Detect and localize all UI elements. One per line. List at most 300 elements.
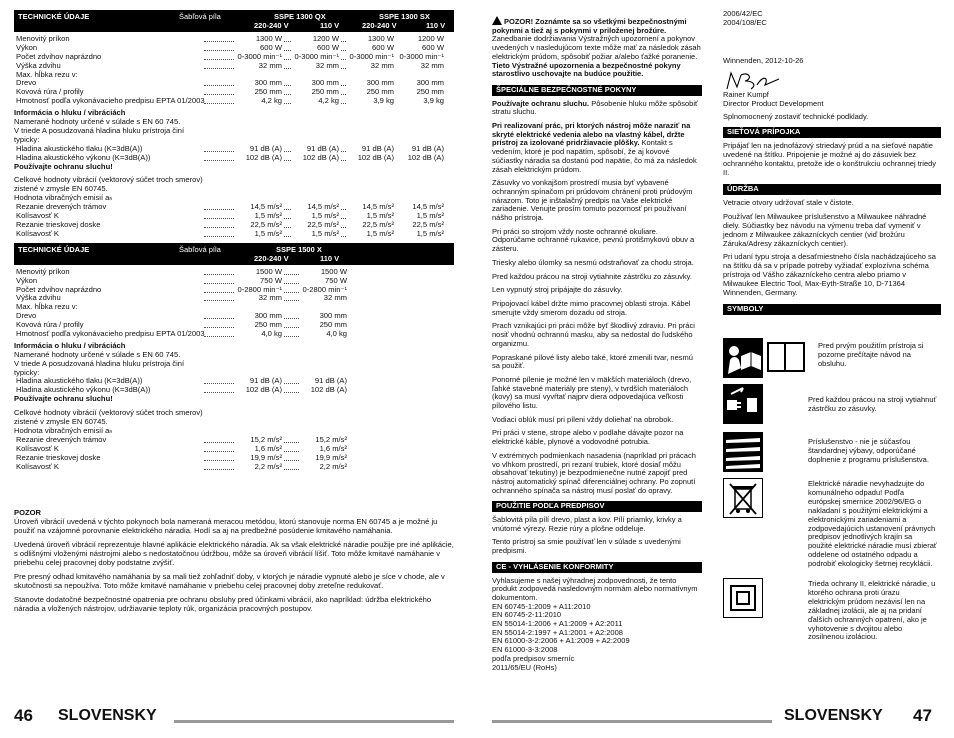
signer-role: Director Product Development [723,98,824,108]
spec-value: 300 mm [366,78,394,88]
spec-value: 1,5 m/s² [311,228,339,238]
leader-dots [341,160,346,161]
safety-item: Pripojovací kábel držte mimo pracovnej oblasti stroja. Kábel smerujte vždy smerom dozadu od stroja. [492,298,691,317]
spec-value: 15,2 m/s² [315,434,347,444]
spec-value: 1200 W [312,34,339,43]
safety-item: Triesky alebo úlomky sa nesmú odstraňovať za chodu stroja. [492,257,694,267]
signature [723,69,783,91]
spec-value: 1,5 m/s² [366,228,394,238]
spec-row [14,62,454,71]
spec-label: Kovová rúra / profily [16,87,84,97]
warning-keep: Tieto Výstražné upozornenia a bezpečnostné pokyny starostlivo uschovajte na budúce použitie. [492,60,681,79]
spec-value: 1500 W [320,266,347,276]
pozor-paragraph: Stanovte dodatočné bezpečnostné opatrenia pre ochranu obsluhy pred účinkami vibrácií, ako napríklad: údržba elektrického náradia a vložených nástrojov, udržiavanie teploty rúk, organizácia pracovných postupov. [14,594,432,613]
right-column [723,10,941,319]
noise-title: Informácia o hluku / vibráciách [14,108,126,118]
spec-label: Hmotnosť podľa vykonávacieho predpisu EPTA 01/2003 [16,328,205,338]
symbol-read-manual [723,338,941,382]
voltage-3: 220-240 V [362,21,397,30]
leader-dots [204,336,234,337]
spec-value: 1300 W [255,34,282,43]
vibration-text: Celkové hodnoty vibrácií (vektorový súčet troch smerov) [14,408,203,418]
model-1: SSPE 1300 QX [274,12,326,21]
spec-row [14,286,454,295]
spec-value: 22,5 m/s² [307,219,339,229]
directive: 2006/42/EC [723,9,763,18]
voltage-1: 220-240 V [254,21,289,30]
leader-dots [204,300,234,301]
vibration-text: zistené v zmysle EN 60745. [14,417,108,427]
spec-value: 1,5 m/s² [254,228,282,238]
noise-text: V triede A posudzovaná hladina hluku prístroja činí [14,358,185,368]
spec-value: 19,9 m/s² [315,452,347,462]
voltage-2: 110 V [320,253,340,263]
spec-value: 2,2 m/s² [319,461,347,471]
spec-label: Kolísavosť K [16,211,59,221]
leader-dots [341,94,346,95]
spec-value: 22,5 m/s² [412,219,444,229]
section-power-heading: SIEŤOVÁ PRÍPOJKA [723,127,941,138]
spec-label: Rezanie drevených trámov [16,202,107,212]
spec-row [14,386,454,395]
ce-standard-line: 2011/65/EU (RoHs) [492,662,557,672]
leader-dots [284,392,299,393]
use-item: Šablovitá píla pílí drevo, plast a kov. Pílí priamky, krivky a vnútorné výrezy. Rezie rúry a plošne oddeluje. [492,515,682,533]
ce-standard-line: EN 60745-1:2009 + A11:2010 [492,601,591,611]
read-manual-icon-book [767,342,805,372]
ear-protection-note: Používajte ochranu sluchu! [14,394,113,404]
safety-item: Popraskané pílové listy alebo také, ktoré zmenili tvar, nesmú sa použiť. [492,352,693,371]
spec-value: 600 W [422,42,444,52]
spec-value: 1,5 m/s² [416,228,444,238]
safety-item: Vodiaci oblúk musí pri píleni vždy doliehať na obrobok. [492,414,674,424]
leader-dots [204,151,234,152]
spec-value: 102 dB (A) [357,152,394,162]
spec-label: Kolísavosť K [16,443,59,453]
leader-dots [204,327,234,328]
noise-text: Namerané hodnoty určené v súlade s EN 60 745. [14,349,181,359]
maintenance-item: Vetracie otvory udržovať stale v čistote. [723,197,854,207]
spec-label: Počet zdvihov naprázdno [16,51,102,61]
vibration-text: Hodnota vibračných emisií aₕ [14,425,113,435]
signer-name: Rainer Kumpf [723,89,769,99]
spec-row [14,303,454,312]
spec-label: Hladina akustického tlaku (K=3dB(A)) [16,143,143,153]
leader-dots [341,209,346,210]
spec-value: 32 mm [420,60,444,70]
ce-standard-line: EN 55014-2:1997 + A1:2001 + A2:2008 [492,627,623,637]
spec-value: 4,0 kg [261,328,282,338]
ce-standards [492,603,702,673]
leader-dots [284,94,291,95]
spec-value: 3,9 kg [423,96,444,106]
warning-text: Zanedbanie dodržiavania Výstražných upozornení a pokynov uvedených v nasledujúcom texte môže mať za následok zásah elektrickým prúdom, spôsobiť požiar a/alebo ťažké poranenie. [492,34,701,61]
spec-label: Rezanie trieskovej doske [16,452,101,462]
safety-item: Pri práci so strojom vždy noste ochranné okuliare. Odporúčame ochranné rukavice, pevnú protišmykovú obuv a zásteru. [492,226,695,254]
spec-value: 300 mm [416,78,444,88]
spec-value: 91 dB (A) [249,376,282,386]
leader-dots [284,283,299,284]
spec-value: 250 mm [319,320,347,330]
spec-value: 250 mm [366,87,394,97]
saw-blades-icon [723,432,763,472]
safety-item: Prach vznikajúci pri práci môže byť škodlivý zdraviu. Pri práci nosiť vhodnú ochrannú masku, aby sa nedostal do ľudského organizmu. [492,321,695,348]
leader-dots [284,151,291,152]
ce-text: Vyhlasujeme s našej výhradnej zodpovednosti, že tento produkt zodpovedá nasledovným normám alebo normatívnym dokumentom. [492,575,698,602]
spec-label: Kolísavosť K [16,461,59,471]
spec-value: 250 mm [416,87,444,97]
spec-value: 32 mm [370,60,394,70]
leader-dots [204,218,234,219]
spec-label: Drevo [16,311,37,321]
leader-dots [284,327,299,328]
leader-dots [341,151,346,152]
spec-value: 14,5 m/s² [307,202,339,212]
safety-item: Pri práci v stene, strope alebo v podlahe dávajte pozor na elektrické káble, plynové a vodovodné potrubia. [492,428,684,447]
ce-standard-line: EN 55014-1:2006 + A1:2009 + A2:2011 [492,619,623,629]
symbol-accessory [723,432,941,472]
voltage-4: 110 V [426,21,446,30]
symbol-text: Pred prvým použitím prístroja si pozorne prečítajte návod na obsluhu. [818,341,924,368]
pozor-title: POZOR [14,508,42,518]
power-text: Pripájať len na jednofázový striedavý prúd a na sieťové napätie uvedené na štítku. Pripojenie je možné aj do zásuviek bez ochranného kontaktu, pretože ide o konštrukciu ochrannej triedy II. [723,141,937,178]
voltage-2: 110 V [320,21,340,30]
spec-value: 750 W [260,275,282,285]
leader-dots [284,336,299,337]
leader-dots [284,160,291,161]
class-ii-icon [723,578,763,618]
place-date: Winnenden, 2012-10-26 [723,55,804,65]
spec-value: 2,2 m/s² [254,461,282,471]
symbol-text: Elektrické náradie nevyhadzujte do komunálneho odpadu! Podľa európskej smernice 2002/96/EG o nakladaní s použitými elektrickými a elektronickými zariadeniami a zodpovedajúcich ustanovení právnych predpisov jednotlivých krajín sa použité elektrické náradie musí zbierať oddelene od ostatného odpadu a podrobiť ekologicky šetrnej recyklácii. [808,479,937,569]
spec-value: 1,6 m/s² [254,443,282,453]
spec-label: Počet zdvihov naprázdno [16,284,102,294]
spec-value: 32 mm [315,60,339,70]
left-page [14,10,454,619]
spec-value: 32 mm [258,60,282,70]
leader-dots [204,318,234,319]
ce-standard-line: EN 60745-2-11:2010 [492,610,562,620]
page-number: 47 [913,706,932,725]
spec-value: 19,9 m/s² [250,452,282,462]
ear-protection-note: Používajte ochranu sluchu! [14,161,113,171]
leader-dots [204,59,234,60]
leader-dots [204,41,234,42]
voltage-1: 220-240 V [254,253,289,263]
spec-value: 1200 W [417,34,444,43]
spec-row [14,230,454,239]
leader-dots [341,68,346,69]
tech-table-2-rows [14,268,454,339]
spec-value: 91 dB (A) [249,143,282,153]
leader-dots [204,68,234,69]
leader-dots [204,392,234,393]
spec-row [14,436,454,445]
spec-value: 0-3000 min⁻¹ [349,51,394,61]
spec-value: 3,9 kg [373,96,394,106]
spec-value: 0-2800 min⁻¹ [237,284,282,294]
leader-dots [284,103,291,104]
tech-title: TECHNICKÉ ÚDAJE [18,244,90,254]
spec-value: 102 dB (A) [310,385,347,395]
noise-rows [14,145,454,163]
ce-standard-line: EN 61000-3-3:2008 [492,645,558,655]
spec-row [14,330,454,339]
leader-dots [204,442,234,443]
noise-text: typicky: [14,134,40,144]
leader-dots [204,283,234,284]
spec-value: 32 mm [323,293,347,303]
spec-value: 32 mm [258,293,282,303]
spec-value: 22,5 m/s² [362,219,394,229]
spec-label: Hladina akustického výkonu (K=3dB(A)) [16,152,151,162]
leader-dots [341,236,346,237]
leader-dots [284,50,291,51]
left-footer [14,706,454,728]
noise-text: V triede A posudzovaná hladina hluku prístroja činí [14,125,185,135]
leader-dots [204,160,234,161]
safety-item: Pred každou prácou na stroji vytiahnite zástrčku zo zásuvky. [492,271,692,281]
section-symbols-heading: SYMBOLY [723,304,941,315]
leader-dots [204,50,234,51]
noise-rows [14,377,454,395]
spec-value: 0-3000 min⁻¹ [294,51,339,61]
spec-value: 1,5 m/s² [416,211,444,221]
spec-label: Hladina akustického tlaku (K=3dB(A)) [16,376,143,386]
maintenance-item: Pri udaní typu stroja a desaťmiestneho čísla nachádzajúceho sa na štítku dá sa v prípade potreby vyžiadať explozívna schéma prístroja od Vášho zákazníckeho centra alebo priamo v Milwaukee Electric Tool, Max-Eyth-Straße 10, D-71364 Winnenden, Germany. [723,252,936,298]
symbol-weee [723,478,941,570]
warning-triangle-icon [492,16,502,25]
spec-value: 600 W [372,42,394,52]
symbol-text: Trieda ochrany II, elektrické náradie, u ktorého ochrana proti úrazu elektrickým prúdom nezávisí len na základnej izolácii, ale aj na pridaní ďalších ochranných opatrení, ako je vyhotovenie s dvojitou alebo zosilnenou izoláciou. [808,579,936,642]
leader-dots [284,68,291,69]
read-manual-icon [723,338,763,378]
spec-label: Kolísavosť K [16,228,59,238]
section-ce-heading: CE - VYHLÁSENIE KONFORMITY [492,562,702,573]
section-maintenance-heading: ÚDRŽBA [723,184,941,195]
spec-value: 300 mm [319,311,347,321]
leader-dots [284,318,299,319]
spec-value: 300 mm [254,311,282,321]
leader-dots [284,209,291,210]
vibration-rows [14,436,454,472]
safety-item: V extrémnych podmienkach nasadenia (napríklad pri prácach vo vlhkom prostredí, pri rezaní trubiek, ktoré dosiaľ môžu obsahovať tekutiny) je bezpodmienečne nutné zapojiť pred nástroj automatický spínač diferenciálnej ochrany. Po zopnutí ochranného spínača sa nástroj musí poslať do opravy. [492,450,696,495]
spec-value: 750 W [325,275,347,285]
spec-row [14,154,454,163]
directive: 2004/108/EC [723,17,767,27]
leader-dots [341,103,346,104]
safety-item: Zásuvky vo vonkajšom prostredí musia byť vybavené ochranným spínačom pri prúdovom chránení proti prúdovým nárazom. Toto je inštalačný predpis na Vaše elektrické zariadenie. Venujte prosím tomuto pozornosť pri používaní nášho prístroja. [492,178,693,223]
spec-label: Menovitý príkon [16,34,70,43]
spec-value: 14,5 m/s² [250,202,282,212]
section-safety-heading: ŠPECIÁLNE BEZPEČNOSTNÉ POKYNY [492,85,702,96]
leader-dots [341,218,346,219]
spec-label: Rezanie drevených trámov [16,434,107,444]
unplug-icon [723,384,763,424]
spec-value: 0-3000 min⁻¹ [237,51,282,61]
noise-text: typicky: [14,367,40,377]
leader-dots [204,103,234,104]
safety-item: Ponorné pílenie je možné len v mäkších materiáloch (drevo, ľahké stavebné materiály pre steny), v tvrdších materiáloch (kovy) sa musí vyvŕtať najprv diera odpovedajúca veľkosti pílového listu. [492,374,692,411]
spec-value: 250 mm [254,320,282,330]
leader-dots [204,451,234,452]
authorized-text: Splnomocnený zostaviť technické podklady. [723,111,869,121]
symbol-text: Pred každou prácou na stroji vytiahnuť zástrčku zo zásuvky. [808,395,937,413]
leader-dots [284,460,299,461]
spec-value: 1,5 m/s² [311,211,339,221]
spec-value: 102 dB (A) [407,152,444,162]
right-footer [492,706,942,728]
general-warning [492,16,702,62]
leader-dots [284,236,291,237]
tech-title: TECHNICKÉ ÚDAJE [18,12,90,21]
leader-dots [204,383,234,384]
pozor-paragraph: Uvedená úroveň vibrácií reprezentuje hlavné aplikácie elektrického náradia. Ak sa však elektrické náradie použije pre iné aplikácie, s odlišnými vloženými nástrojmi alebo s nedostatočnou údržbou, môže sa úroveň vibrácií líšiť. Toto môže kmitavé namáhanie v priebehu celej pracovnej doby podstatne zvýšiť. [14,540,454,567]
spec-value: 102 dB (A) [302,152,339,162]
safety-item: Používajte ochranu sluchu. Pôsobenie hluku môže spôsobiť stratu sluchu. [492,98,698,117]
middle-column [492,10,702,672]
leader-dots [284,442,299,443]
spec-row [14,294,454,303]
noise-text: Namerané hodnoty určené v súlade s EN 60 745. [14,117,181,127]
model-1: SSPE 1500 X [276,244,322,254]
leader-dots [204,469,234,470]
leader-dots [341,41,346,42]
spec-label: Výška zdvihu [16,60,61,70]
maintenance-item: Používať len Milwaukee príslušenstvo a Milwaukee náhradné diely. Súčiastky bez návodu na výmenu treba dať vymeniť v jednom z Milwaukee zákazníckych centier (viď brožúru Záruka/Adresy zákazníckych centier). [723,211,927,248]
ce-standard-line: podľa predpisov smerníc [492,653,575,663]
spec-value: 0-3000 min⁻¹ [399,51,444,61]
spec-label: Výkon [16,275,38,285]
spec-value: 250 mm [311,87,339,97]
spec-value: 102 dB (A) [245,385,282,395]
leader-dots [284,59,291,60]
spec-value: 1,5 m/s² [254,211,282,221]
weee-bin-icon [723,478,763,518]
leader-dots [284,469,299,470]
leader-dots [204,209,234,210]
language-label: SLOVENSKY [58,707,157,724]
leader-dots [284,227,291,228]
leader-dots [284,292,299,293]
spec-label: Výkon [16,42,38,52]
footer-bar [174,720,454,723]
noise-title: Informácia o hluku / vibráciách [14,340,126,350]
spec-value: 14,5 m/s² [362,202,394,212]
warning-bold: POZOR! Zoznámte sa so všetkými bezpečnostnými pokynmi a tiež aj s pokynmi v priloženej brožúre. [492,17,687,35]
leader-dots [284,41,291,42]
spec-value: 0-2800 min⁻¹ [302,284,347,294]
leader-dots [204,94,234,95]
spec-value: 4,2 kg [261,96,282,106]
vibration-text: zistené v zmysle EN 60745. [14,184,108,194]
leader-dots [204,85,234,86]
symbol-class-ii [723,578,941,648]
ce-standard-line: EN 61000-3-2:2006 + A1:2009 + A2:2009 [492,636,630,646]
spec-value: 91 dB (A) [411,143,444,153]
leader-dots [341,227,346,228]
leader-dots [204,274,234,275]
spec-value: 102 dB (A) [245,152,282,162]
use-item: Tento prístroj sa smie používať len v súlade s uvedenými predpismi. [492,537,681,556]
page-number: 46 [14,706,33,725]
spec-value: 91 dB (A) [314,376,347,386]
spec-row [14,454,454,463]
leader-dots [284,218,291,219]
spec-value: 300 mm [311,78,339,88]
tech-table-2-header [14,243,454,265]
pozor-paragraph: Pre presný odhad kmitavého namáhania by sa mali tiež zohľadniť doby, v ktorých je náradie vypnuté alebo je síce v chode, ale v skutočnosti sa nepoužíva. Toto môže kmitavé namáhanie v priebehu celej pracovnej doby zreteľne redukovať. [14,571,445,590]
leader-dots [204,460,234,461]
leader-dots [284,85,291,86]
spec-value: 4,0 kg [326,328,347,338]
symbol-text: Príslušenstvo - nie je súčasťou štandardnej výbavy, odporúčané doplnenie z programu príslušenstva. [808,437,929,464]
language-label: SLOVENSKY [784,707,883,724]
tech-table-1-header [14,10,454,32]
spec-value: 600 W [317,42,339,52]
spec-label: Hladina akustického výkonu (K=3dB(A)) [16,385,151,395]
spec-label: Kovová rúra / profily [16,320,84,330]
leader-dots [341,85,346,86]
vibration-text: Hodnota vibračných emisií aₕ [14,193,113,203]
spec-row [14,463,454,472]
vibration-text: Celkové hodnoty vibrácií (vektorový súčet troch smerov) [14,175,203,185]
tool-type: Šabľová píla [179,12,221,21]
leader-dots [204,236,234,237]
leader-dots [284,274,299,275]
spec-label: Drevo [16,78,37,88]
spec-value: 22,5 m/s² [250,219,282,229]
leader-dots [341,50,346,51]
pozor-section [14,509,454,613]
tool-type: Šabľová píla [179,244,221,254]
leader-dots [204,292,234,293]
spec-label: Výška zdvihu [16,293,61,303]
spec-value: 600 W [260,42,282,52]
spec-label: Rezanie trieskovej doske [16,219,101,229]
leader-dots [204,227,234,228]
spec-label: Menovitý príkon [16,266,70,276]
footer-bar [492,720,772,723]
spec-value: 1,6 m/s² [319,443,347,453]
model-2: SSPE 1300 SX [379,12,430,21]
leader-dots [284,451,299,452]
spec-row [14,268,454,277]
spec-label: Max. hĺbka rezu v: [16,69,78,79]
spec-value: 4,2 kg [318,96,339,106]
spec-value: 1500 W [255,266,282,276]
spec-value: 15,2 m/s² [250,434,282,444]
pozor-paragraph: Úroveň vibrácií uvedená v týchto pokynoch bola nameraná meracou metódou, ktorú stanovuje norma EN 60745 a je možné ju použiť na vzájomné porovnanie elektrického náradia. Hodí sa aj na predbežné posúdenie kmitavého namáhania. [14,517,438,536]
spec-label: Hmotnosť podľa vykonávacieho predpisu EPTA 01/2003 [16,96,205,106]
spec-value: 1,5 m/s² [366,211,394,221]
safety-item: Pri realizovaní prác, pri ktorých nástroj môže naraziť na skryté elektrické vedenia alebo na vlastný kábel, držte prístroj za izolované pridržiavacie plôšky. Kontakt s vedením, ktoré je pod napätím, spôsobí, že aj kovové súčiastky náradia sa dostanú pod napätie, čo má za následok zásah elektrickým prúdom. [492,121,697,174]
spec-value: 1300 W [367,34,394,43]
spec-value: 300 mm [254,78,282,88]
safety-item: Len vypnutý stroj pripájajte do zásuvky. [492,285,623,295]
spec-value: 91 dB (A) [361,143,394,153]
leader-dots [284,300,299,301]
spec-row [14,97,454,106]
symbol-unplug [723,384,941,424]
spec-value: 91 dB (A) [306,143,339,153]
leader-dots [284,383,299,384]
tech-table-1-rows [14,35,454,106]
leader-dots [341,59,346,60]
spec-label: Max. hĺbka rezu v: [16,302,78,312]
spec-value: 250 mm [254,87,282,97]
vibration-rows [14,203,454,239]
